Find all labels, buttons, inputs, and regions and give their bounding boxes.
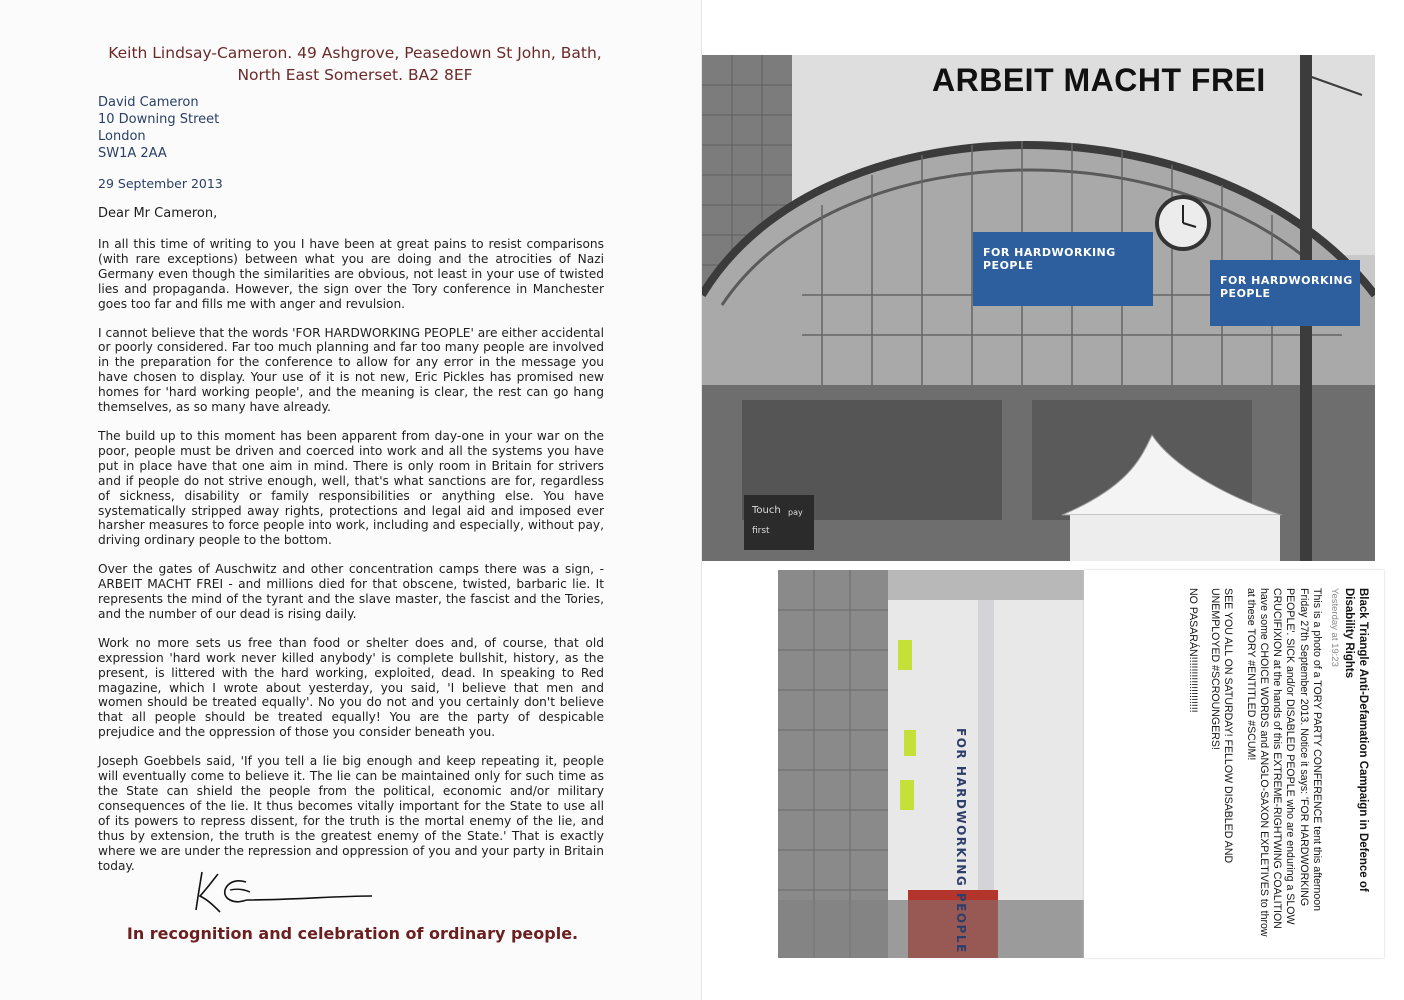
recipient-street: 10 Downing Street [98, 112, 220, 127]
letter-paragraph: I cannot believe that the words 'FOR HARDWORKING PEOPLE' are either accidental or poorly considered. Far too much planning and far too many people are involved in the preparation for the conference to allow for any error in the message you have chosen to display. Your use of it is not new, Eric Pickles has promised new homes for 'hard working people', and the meaning is clear, the rest can go hang themselves, as so many have already. [98, 325, 604, 415]
recipient-address [98, 94, 219, 162]
facebook-post-time: Yesterday at 19:23 [1329, 588, 1340, 667]
sender-address-line-1: Keith Lindsay-Cameron. 49 Ashgrove, Peasedown St John, Bath, [108, 44, 602, 62]
facebook-post [1084, 570, 1384, 958]
letter-paragraph: In all this time of writing to you I have been at great pains to resist comparisons (with rare exceptions) between what you are doing and the atrocities of Nazi Germany even though the similarities are obvious, not least in your use of twisted lies and propaganda. However, the sign over the Tory conference in Manchester goes too far and fills me with anger and revulsion. [98, 237, 604, 311]
banner-for-hardworking-people-left [973, 232, 1153, 306]
headline-arbeit-macht-frei: ARBEIT MACHT FREI [932, 62, 1266, 98]
facebook-post-content [1084, 570, 1384, 958]
conference-tent-photo [778, 570, 1084, 958]
facebook-post-paragraph: SEE YOU ALL ON SATURDAY! FELLOW DISABLED AND UNEMPLOYED #SCROUNGERS! [1208, 588, 1235, 864]
recipient-city: London [98, 129, 146, 144]
letter-paragraph: Joseph Goebbels said, 'If you tell a lie big enough and keep repeating it, people will eventually come to believe it. The lie can be maintained only for such time as the State can shield the people from the political, economic and/or military consequences of the lie. It thus becomes vitally important for the State to use all of its powers to repress dissent, for the truth is the mortal enemy of the lie, and thus by extension, the truth is the greatest enemy of the State.' That is exactly where we are under the repression and oppression of you and your party in Britain today. [98, 754, 604, 873]
conference-building-photo [702, 55, 1375, 561]
banner-for-hardworking-people-right [1210, 260, 1360, 326]
tent-banner-text: FOR HARDWORKING PEOPLE [954, 728, 968, 954]
letter-paragraph: The build up to this moment has been apparent from day-one in your war on the poor, people must be driven and coerced into work and all the systems you have put in place have that one aim in mind. There is only room in Britain for strivers and if people do not strive enough, well, that's what sanctions are for, regardless of sickness, disability or family responsibilities or anything else. You have systematically stripped away rights, protections and legal aid and imposed ever harsher measures to force people into work, including and especially, without pay, driving ordinary people to the bottom. [98, 428, 604, 548]
sign-touch: Touch [752, 505, 781, 516]
recipient-name: David Cameron [98, 95, 199, 110]
recipient-postcode: SW1A 2AA [98, 146, 167, 161]
sender-address-line-2: North East Somerset. BA2 8EF [237, 66, 473, 84]
banner-left-text: FOR HARDWORKING PEOPLE [983, 246, 1116, 272]
letter-date: 29 September 2013 [98, 176, 223, 191]
sender-address [60, 42, 650, 86]
facebook-post-text [1185, 588, 1323, 940]
sign-first: first [752, 526, 770, 536]
image-collage [702, 0, 1404, 1000]
sign-pay: pay [788, 508, 803, 517]
letter-paragraph: Work no more sets us free than food or shelter does and, of course, that old expression 'hard work never killed anybody' is complete bullshit, history, as the present, is littered with the hard working, exploited, dead. In speaking to Red magazine, which I wrote about yesterday, you said, 'I believe that men and women should be treated equally'. No you do not and you certainly don't believe that all people should be treated equally! You are the party of despicable prejudice and the oppression of those you consider beneath you. [98, 635, 604, 740]
facebook-post-paragraph: This is a photo of a TORY PARTY CONFERENCE tent this afternoon Friday 27th September 2013. Notice it says: 'FOR HARDWORKING PEOPLE'. SICK and/or DISABLED PEOPLE who are enduring a SLOW CRUCIFIXION at the hands of this EXTREME-RIGHTWING COALITION have some CHOICE WORDS and ANGLO-SAXON EXPLETIVES to throw at these TORY #ENTITLED #SCUM! [1244, 588, 1323, 937]
tent-illustration [778, 570, 1084, 958]
letter-paragraph: Over the gates of Auschwitz and other concentration camps there was a sign, - ARBEIT MACHT FREI - and millions died for that obscene, twisted, barbaric lie. It represents the mind of the tyrant and the slave master, the fascist and the Tories, and the number of our dead is rising daily. [98, 562, 604, 621]
facebook-post-paragraph: NO PASARÁN!!!!!!!!!!!!!!!!!!! [1186, 588, 1199, 713]
letter-body [98, 237, 604, 887]
handwritten-signature [184, 866, 384, 916]
letter-tagline: In recognition and celebration of ordinary people. [126, 924, 579, 943]
banner-right-text: FOR HARDWORKING PEOPLE [1220, 274, 1353, 300]
facebook-page-name: Black Triangle Anti-Defamation Campaign in Defence of Disability Rights [1343, 588, 1369, 892]
salutation: Dear Mr Cameron, [98, 206, 218, 221]
